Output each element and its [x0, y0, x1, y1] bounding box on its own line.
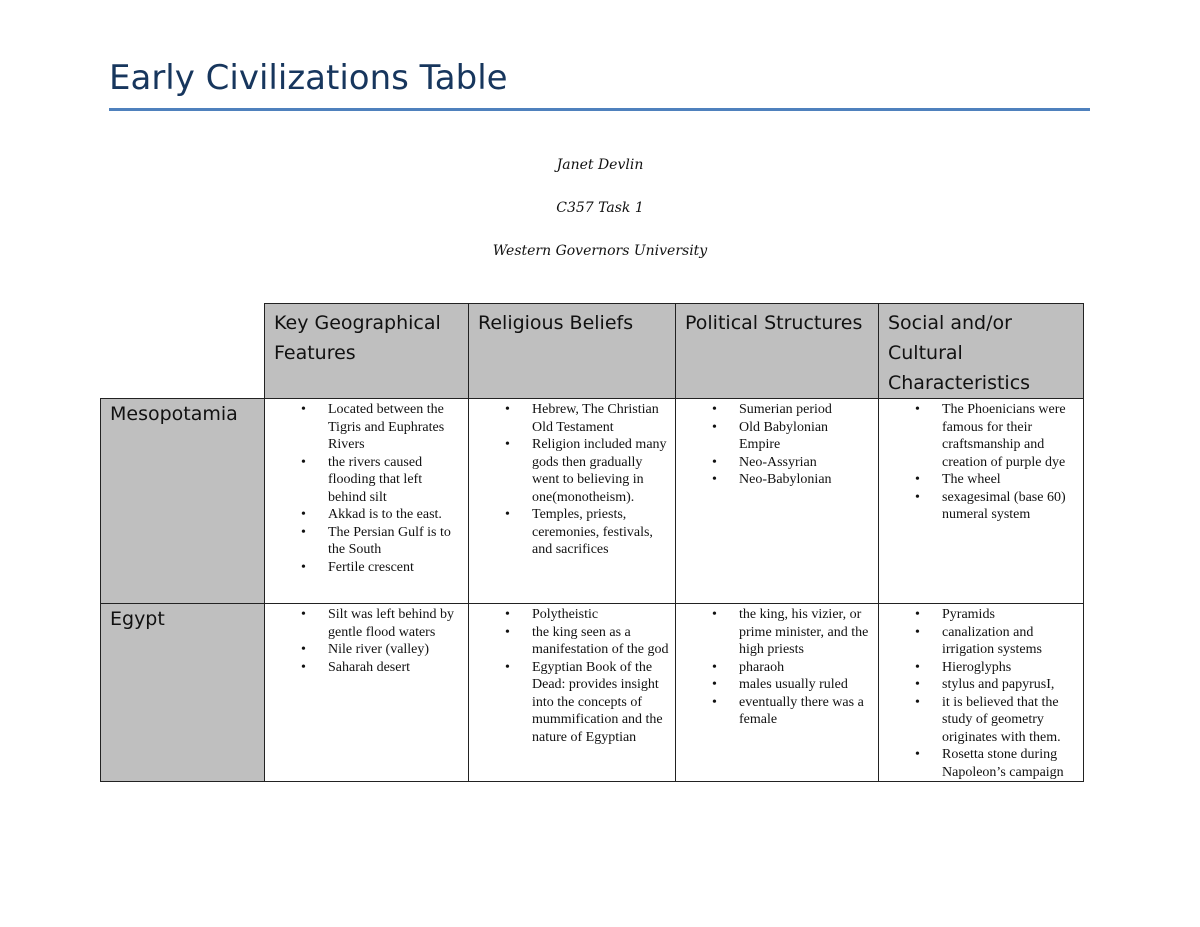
- list-item: • Religion included many gods then gradually went to believing in one(monotheism).: [469, 436, 669, 506]
- list-item: • Silt was left behind by gentle flood waters: [265, 606, 462, 641]
- list-item: • Sumerian period: [676, 401, 872, 419]
- list-item: • Neo-Babylonian: [676, 471, 872, 489]
- cell-egypt-politics: [676, 604, 879, 782]
- school-name: Western Governors University: [492, 243, 708, 259]
- list-item: • The Persian Gulf is to the South: [265, 524, 462, 559]
- list-item: • Fertile crescent: [265, 559, 462, 577]
- list-item: • sexagesimal (base 60) numeral system: [879, 489, 1077, 524]
- column-header-geography: Key Geographical Features: [265, 304, 469, 399]
- document-title: Early Civilizations Table: [109, 58, 508, 98]
- cell-egypt-geography: [265, 604, 469, 782]
- list-item: • canalization and irrigation systems: [879, 624, 1077, 659]
- list-item: • Pyramids: [879, 606, 1077, 624]
- list-item: • Nile river (valley): [265, 641, 462, 659]
- cell-mesopotamia-social: [879, 399, 1084, 604]
- list-item: • Old Babylonian Empire: [676, 419, 872, 454]
- table-corner: [101, 304, 265, 399]
- column-header-social: Social and/or Cultural Characteristics: [879, 304, 1084, 399]
- list-item: • stylus and papyrusI,: [879, 676, 1077, 694]
- title-underline: [109, 108, 1090, 111]
- list-item: • Hebrew, The Christian Old Testament: [469, 401, 669, 436]
- row-header-mesopotamia: Mesopotamia: [101, 399, 265, 604]
- cell-mesopotamia-religion: [469, 399, 676, 604]
- row-header-egypt: Egypt: [101, 604, 265, 782]
- column-header-politics: Political Structures: [676, 304, 879, 399]
- list-item: • The Phoenicians were famous for their craftsmanship and creation of purple dye: [879, 401, 1077, 471]
- course-name: C357 Task 1: [556, 200, 644, 216]
- list-item: • Neo-Assyrian: [676, 454, 872, 472]
- list-item: • Located between the Tigris and Euphrates Rivers: [265, 401, 462, 454]
- list-item: • Akkad is to the east.: [265, 506, 462, 524]
- list-item: • Polytheistic: [469, 606, 669, 624]
- list-item: • Saharah desert: [265, 659, 462, 677]
- list-item: • Hieroglyphs: [879, 659, 1077, 677]
- list-item: • Temples, priests, ceremonies, festivals, and sacrifices: [469, 506, 669, 559]
- list-item: • the king, his vizier, or prime minister, and the high priests: [676, 606, 872, 659]
- list-item: • Egyptian Book of the Dead: provides insight into the concepts of mummification and the nature of Egyptian: [469, 659, 669, 747]
- list-item: • eventually there was a female: [676, 694, 872, 729]
- cell-egypt-religion: [469, 604, 676, 782]
- list-item: • Rosetta stone during Napoleon’s campaign: [879, 746, 1077, 781]
- list-item: • the king seen as a manifestation of the god: [469, 624, 669, 659]
- cell-egypt-social: [879, 604, 1084, 782]
- author-name: Janet Devlin: [556, 157, 644, 173]
- list-item: • males usually ruled: [676, 676, 872, 694]
- list-item: • pharaoh: [676, 659, 872, 677]
- list-item: • The wheel: [879, 471, 1077, 489]
- cell-mesopotamia-geography: [265, 399, 469, 604]
- column-header-religion: Religious Beliefs: [469, 304, 676, 399]
- civilizations-table: [100, 303, 1084, 782]
- list-item: • it is believed that the study of geometry originates with them.: [879, 694, 1077, 747]
- table-row-egypt: [101, 604, 1084, 782]
- cell-mesopotamia-politics: [676, 399, 879, 604]
- table-row-mesopotamia: [101, 399, 1084, 604]
- header-row: [101, 304, 1084, 399]
- list-item: • the rivers caused flooding that left behind silt: [265, 454, 462, 507]
